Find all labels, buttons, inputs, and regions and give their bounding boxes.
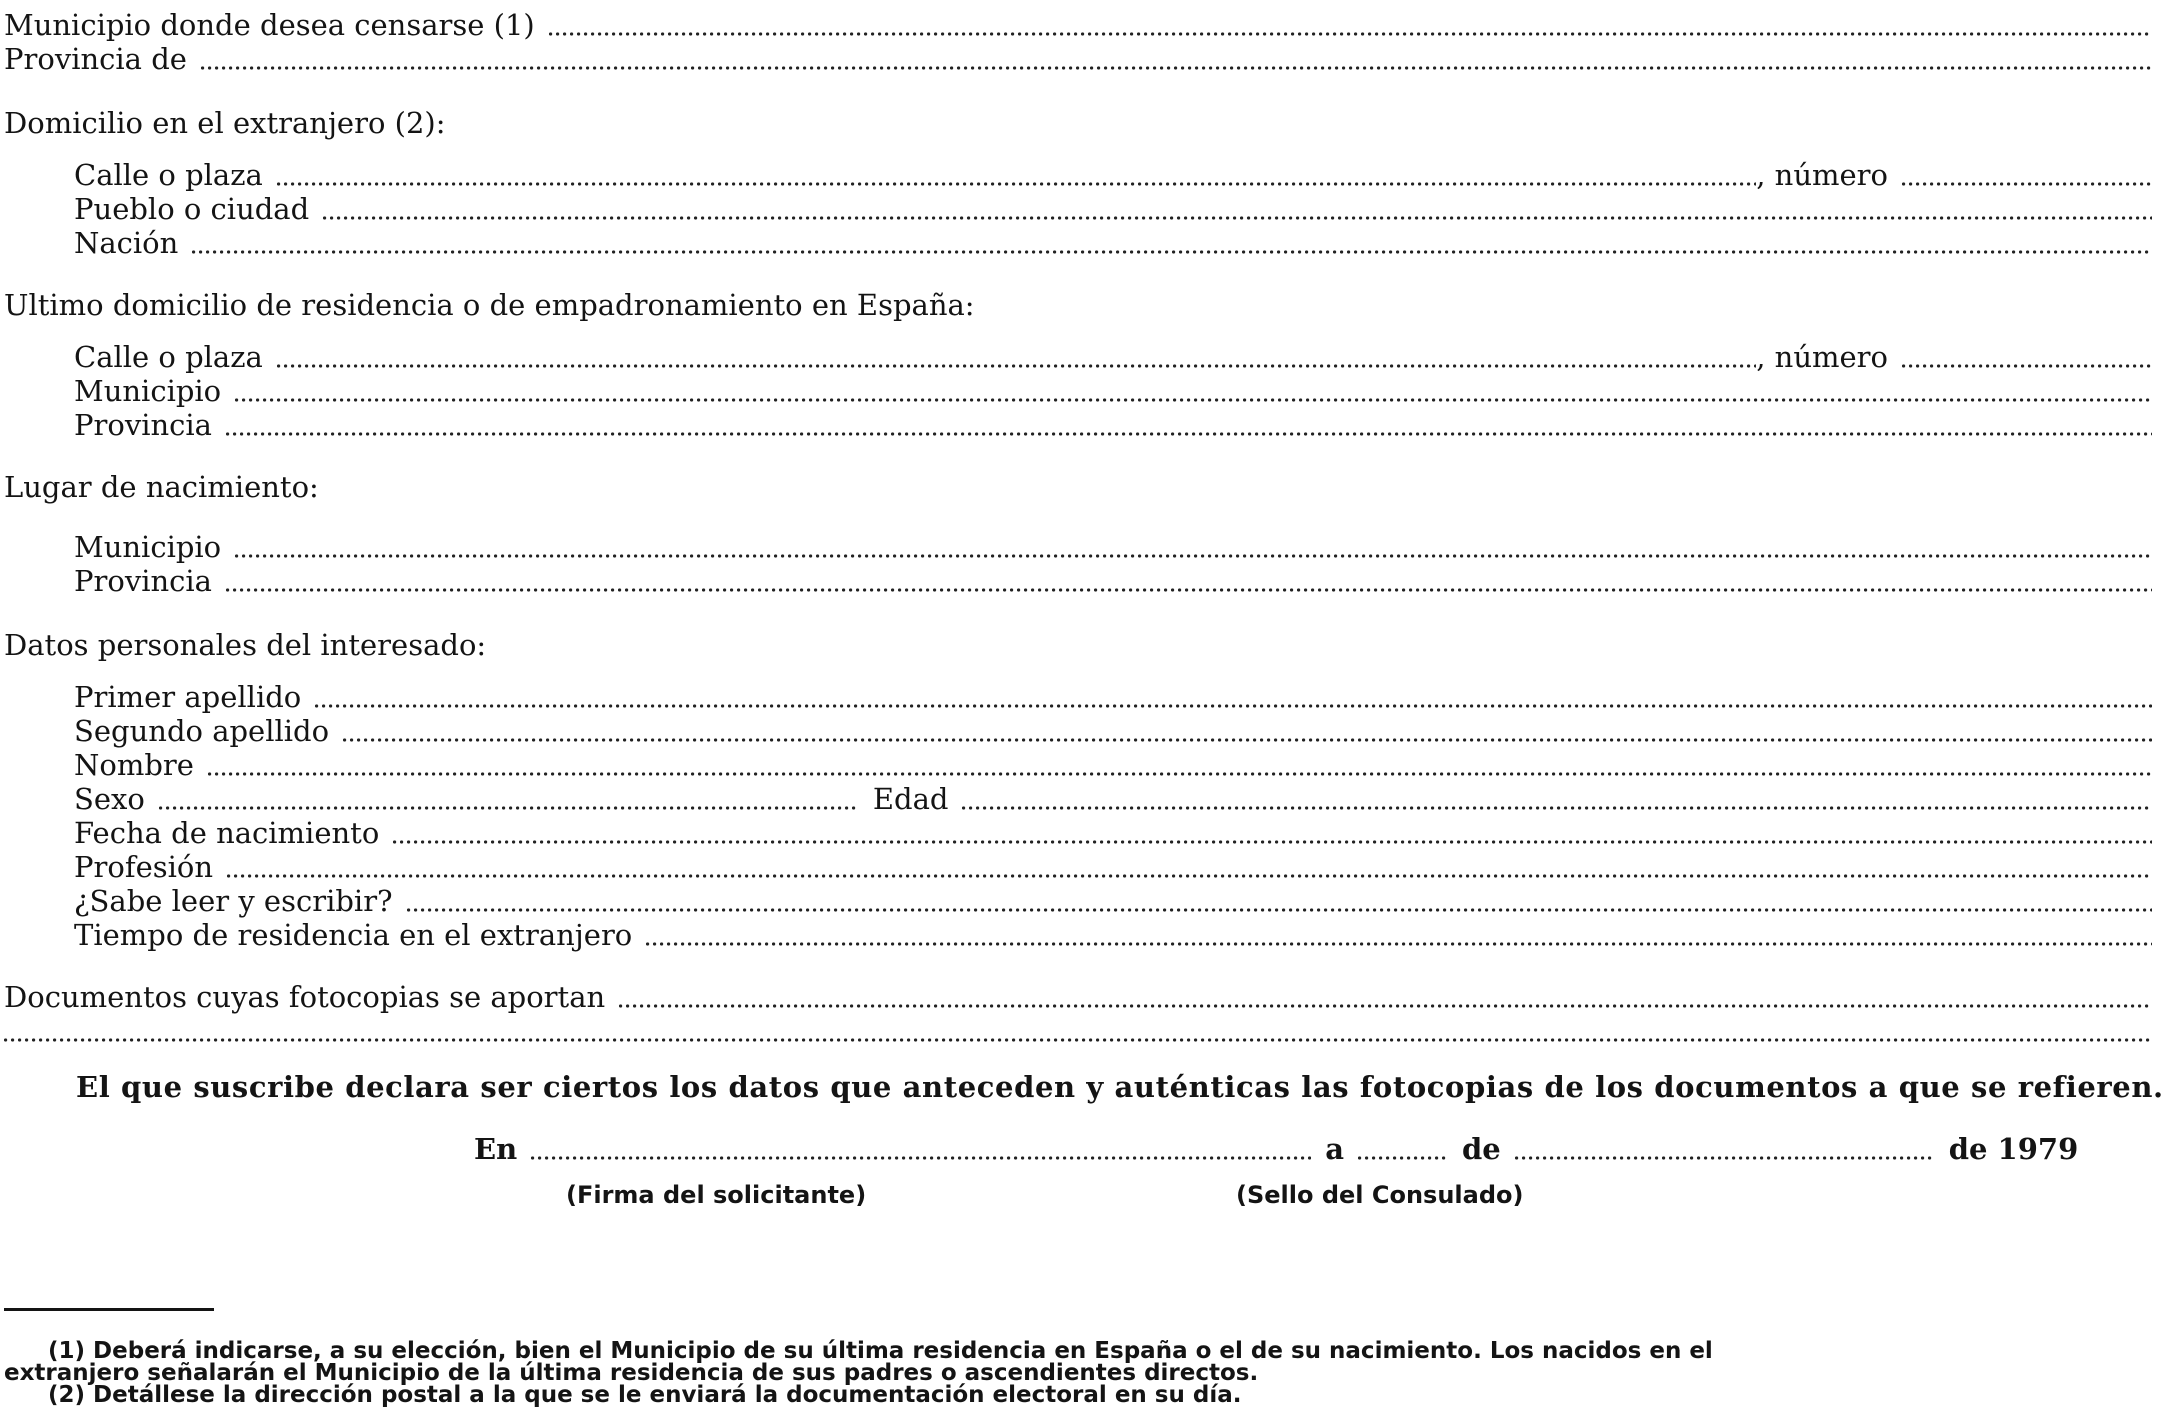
segundo-apellido-row[interactable] — [74, 714, 2152, 748]
sabe-leer-row[interactable] — [74, 884, 2152, 918]
profesion-row[interactable] — [74, 850, 2152, 884]
ultimo-provincia-field[interactable] — [226, 432, 2152, 436]
extranjero-nacion-row[interactable] — [74, 226, 2152, 260]
primer-apellido-field[interactable] — [315, 704, 2152, 708]
lugar-nacimiento-heading: Lugar de nacimiento: — [4, 470, 319, 504]
year-label: de 1979 — [1948, 1132, 2079, 1166]
nacimiento-provincia-row[interactable] — [74, 564, 2152, 598]
provincia-field[interactable] — [201, 66, 2152, 70]
municipio-censarse-field[interactable] — [549, 32, 2152, 36]
nacimiento-municipio-label: Municipio — [74, 530, 222, 564]
primer-apellido-label: Primer apellido — [74, 680, 302, 714]
footnote-2-text: (2) Detállese la dirección postal a la que se le enviará la documentación electoral en su día. — [48, 1382, 1242, 1408]
extranjero-pueblo-row[interactable] — [74, 192, 2152, 226]
fecha-nacimiento-label: Fecha de nacimiento — [74, 816, 380, 850]
extranjero-nacion-field[interactable] — [192, 250, 2152, 254]
provincia-label: Provincia de — [4, 42, 187, 76]
footnote-2 — [4, 1384, 2152, 1406]
ultimo-numero-field[interactable] — [1902, 364, 2152, 368]
nacimiento-municipio-field[interactable] — [235, 554, 2152, 558]
ultimo-numero-label: , número — [1756, 340, 1888, 374]
extranjero-calle-label: Calle o plaza — [74, 158, 263, 192]
segundo-apellido-label: Segundo apellido — [74, 714, 330, 748]
segundo-apellido-field[interactable] — [343, 738, 2152, 742]
ultimo-calle-row[interactable] — [74, 340, 2152, 374]
ultimo-provincia-row[interactable] — [74, 408, 2152, 442]
documentos-field[interactable] — [619, 1004, 2152, 1008]
sexo-edad-row[interactable] — [74, 782, 2152, 816]
edad-label: Edad — [872, 782, 949, 816]
extranjero-nacion-label: Nación — [74, 226, 179, 260]
extranjero-calle-row[interactable] — [74, 158, 2152, 192]
fecha-nacimiento-field[interactable] — [393, 840, 2152, 844]
place-field[interactable] — [531, 1156, 1311, 1160]
day-field[interactable] — [1358, 1156, 1448, 1160]
documentos-continuation-row[interactable] — [4, 1014, 2152, 1048]
ultimo-municipio-label: Municipio — [74, 374, 222, 408]
en-label: En — [474, 1132, 518, 1166]
sabe-leer-field[interactable] — [407, 908, 2152, 912]
primer-apellido-row[interactable] — [74, 680, 2152, 714]
nacimiento-provincia-label: Provincia — [74, 564, 212, 598]
fecha-nacimiento-row[interactable] — [74, 816, 2152, 850]
ultimo-municipio-field[interactable] — [235, 398, 2152, 402]
tiempo-residencia-label: Tiempo de residencia en el extranjero — [74, 918, 633, 952]
declaration-text: El que suscribe declara ser ciertos los datos que anteceden y auténticas las fotocopias de los documentos a que se refieren. — [76, 1070, 2164, 1104]
extranjero-pueblo-field[interactable] — [323, 216, 2152, 220]
a-label: a — [1325, 1132, 1344, 1166]
ultimo-domicilio-heading: Ultimo domicilio de residencia o de empadronamiento en España: — [4, 288, 975, 322]
documentos-row[interactable] — [4, 980, 2152, 1014]
datos-personales-heading: Datos personales del interesado: — [4, 628, 487, 662]
date-place-row[interactable] — [474, 1132, 2114, 1166]
footnote-rule — [4, 1308, 214, 1311]
documentos-continuation-field[interactable] — [4, 1038, 2152, 1042]
de-label: de — [1462, 1132, 1501, 1166]
extranjero-numero-field[interactable] — [1902, 182, 2152, 186]
sexo-field[interactable] — [159, 806, 859, 810]
extranjero-numero-label: , número — [1756, 158, 1888, 192]
municipio-censarse-label: Municipio donde desea censarse (1) — [4, 8, 535, 42]
extranjero-pueblo-label: Pueblo o ciudad — [74, 192, 310, 226]
month-field[interactable] — [1515, 1156, 1935, 1160]
sello-consulado-caption: (Sello del Consulado) — [1236, 1181, 1524, 1209]
nombre-label: Nombre — [74, 748, 194, 782]
ultimo-provincia-label: Provincia — [74, 408, 212, 442]
sexo-label: Sexo — [74, 782, 145, 816]
firma-solicitante-caption: (Firma del solicitante) — [566, 1181, 867, 1209]
nacimiento-municipio-row[interactable] — [74, 530, 2152, 564]
municipio-censarse-row[interactable] — [4, 8, 2152, 42]
profesion-field[interactable] — [227, 874, 2152, 878]
edad-field[interactable] — [962, 806, 2152, 810]
nacimiento-provincia-field[interactable] — [226, 588, 2152, 592]
nombre-field[interactable] — [208, 772, 2152, 776]
ultimo-calle-field[interactable] — [277, 364, 1756, 368]
footnote-1 — [4, 1340, 2152, 1384]
nombre-row[interactable] — [74, 748, 2152, 782]
domicilio-extranjero-heading: Domicilio en el extranjero (2): — [4, 106, 446, 140]
sabe-leer-label: ¿Sabe leer y escribir? — [74, 884, 393, 918]
provincia-row[interactable] — [4, 42, 2152, 76]
ultimo-municipio-row[interactable] — [74, 374, 2152, 408]
footnote-1-line-1: (1) Deberá indicarse, a su elección, bien el Municipio de su última residencia en España o el de su nacimiento. Los nacidos en el — [48, 1338, 1713, 1364]
tiempo-residencia-row[interactable] — [74, 918, 2152, 952]
ultimo-calle-label: Calle o plaza — [74, 340, 263, 374]
documentos-label: Documentos cuyas fotocopias se aportan — [4, 980, 606, 1014]
footnote-1-line-2: extranjero señalarán el Municipio de la última residencia de sus padres o ascendientes directos. — [4, 1360, 1259, 1386]
profesion-label: Profesión — [74, 850, 214, 884]
tiempo-residencia-field[interactable] — [646, 942, 2152, 946]
extranjero-calle-field[interactable] — [277, 182, 1756, 186]
